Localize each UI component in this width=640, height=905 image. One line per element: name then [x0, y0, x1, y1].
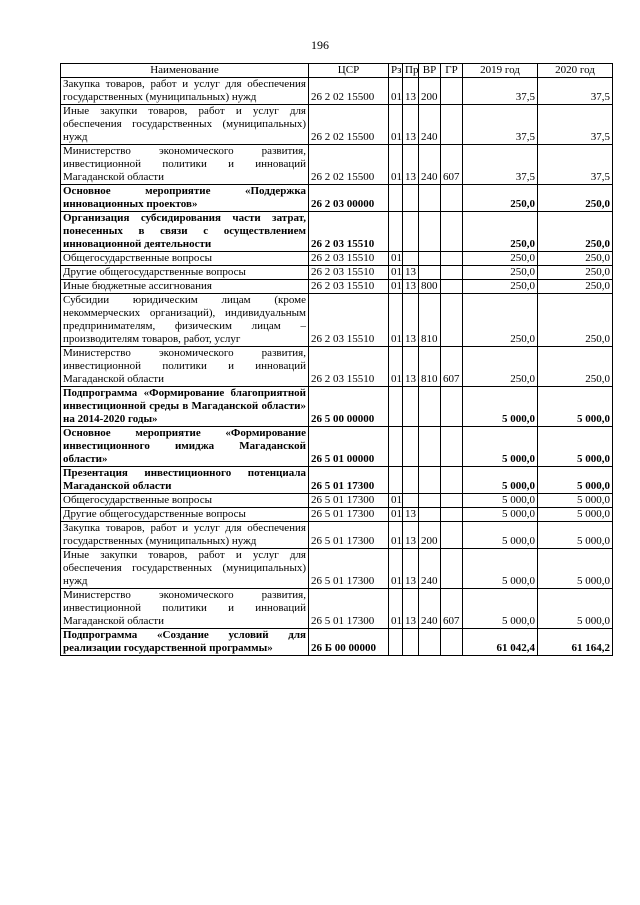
cell-y2020: 5 000,0	[538, 522, 613, 549]
cell-y2019: 250,0	[463, 266, 538, 280]
cell-csr: 26 2 03 00000	[309, 185, 389, 212]
cell-csr: 26 2 02 15500	[309, 145, 389, 185]
cell-name: Другие общегосударственные вопросы	[61, 508, 309, 522]
cell-gr: 607	[441, 347, 463, 387]
cell-gr	[441, 280, 463, 294]
table-row	[61, 145, 613, 185]
cell-y2020: 250,0	[538, 266, 613, 280]
header-name: Наименование	[61, 64, 309, 78]
cell-vr	[419, 494, 441, 508]
table-row	[61, 508, 613, 522]
header-csr: ЦСР	[309, 64, 389, 78]
cell-name: Общегосударственные вопросы	[61, 494, 309, 508]
cell-rz	[389, 467, 403, 494]
cell-pr	[403, 494, 419, 508]
cell-rz: 01	[389, 589, 403, 629]
cell-y2020: 61 164,2	[538, 629, 613, 656]
cell-rz: 01	[389, 508, 403, 522]
cell-name: Субсидии юридическим лицам (кроме некоммерческих организаций), индивидуальным предпринимателям, физическим лицам – производителям товаров, работ, услуг	[61, 294, 309, 347]
cell-rz: 01	[389, 266, 403, 280]
table-body	[61, 78, 613, 656]
cell-rz: 01	[389, 294, 403, 347]
cell-rz: 01	[389, 347, 403, 387]
cell-y2020: 37,5	[538, 105, 613, 145]
table-row	[61, 266, 613, 280]
cell-y2019: 250,0	[463, 212, 538, 252]
cell-rz	[389, 387, 403, 427]
cell-y2020: 250,0	[538, 212, 613, 252]
cell-y2019: 37,5	[463, 145, 538, 185]
cell-y2020: 37,5	[538, 145, 613, 185]
cell-y2019: 5 000,0	[463, 549, 538, 589]
cell-rz	[389, 185, 403, 212]
cell-gr	[441, 508, 463, 522]
cell-csr: 26 5 01 00000	[309, 427, 389, 467]
cell-csr: 26 5 00 00000	[309, 387, 389, 427]
header-vr: ВР	[419, 64, 441, 78]
cell-vr: 810	[419, 294, 441, 347]
page-number: 196	[311, 38, 329, 52]
cell-gr	[441, 252, 463, 266]
cell-y2019: 5 000,0	[463, 467, 538, 494]
table-row	[61, 185, 613, 212]
cell-csr: 26 5 01 17300	[309, 522, 389, 549]
table-row	[61, 252, 613, 266]
header-pr: Пр	[403, 64, 419, 78]
cell-gr	[441, 185, 463, 212]
cell-gr	[441, 427, 463, 467]
cell-y2019: 5 000,0	[463, 522, 538, 549]
header-gr: ГР	[441, 64, 463, 78]
cell-name: Организация субсидирования части затрат, понесенных в связи с осуществлением инновационной деятельности	[61, 212, 309, 252]
cell-vr	[419, 508, 441, 522]
table-row	[61, 212, 613, 252]
cell-rz: 01	[389, 522, 403, 549]
cell-name: Общегосударственные вопросы	[61, 252, 309, 266]
cell-gr	[441, 266, 463, 280]
table-row	[61, 427, 613, 467]
cell-vr: 800	[419, 280, 441, 294]
cell-csr: 26 5 01 17300	[309, 549, 389, 589]
cell-y2020: 37,5	[538, 78, 613, 105]
cell-y2019: 250,0	[463, 347, 538, 387]
cell-y2019: 37,5	[463, 78, 538, 105]
cell-y2020: 5 000,0	[538, 549, 613, 589]
cell-csr: 26 2 02 15500	[309, 105, 389, 145]
cell-gr	[441, 78, 463, 105]
table-header-row	[61, 64, 613, 78]
cell-vr	[419, 629, 441, 656]
cell-gr	[441, 212, 463, 252]
table-row	[61, 347, 613, 387]
cell-rz: 01	[389, 549, 403, 589]
cell-pr: 13	[403, 549, 419, 589]
cell-name: Закупка товаров, работ и услуг для обеспечения государственных (муниципальных) нужд	[61, 78, 309, 105]
table-row	[61, 78, 613, 105]
cell-vr	[419, 467, 441, 494]
cell-vr: 200	[419, 78, 441, 105]
cell-y2019: 61 042,4	[463, 629, 538, 656]
cell-vr: 240	[419, 145, 441, 185]
cell-rz	[389, 212, 403, 252]
cell-vr: 200	[419, 522, 441, 549]
cell-csr: 26 2 03 15510	[309, 347, 389, 387]
budget-table	[60, 63, 613, 656]
cell-pr: 13	[403, 294, 419, 347]
cell-vr: 810	[419, 347, 441, 387]
cell-gr	[441, 629, 463, 656]
cell-rz	[389, 427, 403, 467]
cell-pr	[403, 467, 419, 494]
cell-name: Подпрограмма «Формирование благоприятной инвестиционной среды в Магаданской области» на 2014-2020 годы»	[61, 387, 309, 427]
cell-csr: 26 2 03 15510	[309, 294, 389, 347]
cell-y2019: 5 000,0	[463, 589, 538, 629]
cell-rz: 01	[389, 252, 403, 266]
cell-vr: 240	[419, 105, 441, 145]
cell-gr	[441, 549, 463, 589]
cell-rz: 01	[389, 105, 403, 145]
cell-csr: 26 Б 00 00000	[309, 629, 389, 656]
cell-pr: 13	[403, 105, 419, 145]
cell-pr	[403, 387, 419, 427]
header-rz: Рз	[389, 64, 403, 78]
cell-y2019: 5 000,0	[463, 494, 538, 508]
cell-vr	[419, 427, 441, 467]
cell-vr	[419, 266, 441, 280]
cell-y2020: 5 000,0	[538, 494, 613, 508]
cell-rz: 01	[389, 494, 403, 508]
cell-gr	[441, 105, 463, 145]
cell-y2019: 37,5	[463, 105, 538, 145]
cell-y2020: 5 000,0	[538, 427, 613, 467]
cell-name: Основное мероприятие «Формирование инвестиционного имиджа Магаданской области»	[61, 427, 309, 467]
cell-name: Другие общегосударственные вопросы	[61, 266, 309, 280]
table-row	[61, 629, 613, 656]
cell-y2020: 250,0	[538, 185, 613, 212]
cell-pr: 13	[403, 589, 419, 629]
cell-csr: 26 5 01 17300	[309, 589, 389, 629]
cell-y2019: 5 000,0	[463, 387, 538, 427]
cell-pr	[403, 185, 419, 212]
table-row	[61, 387, 613, 427]
cell-rz: 01	[389, 78, 403, 105]
cell-pr: 13	[403, 280, 419, 294]
cell-name: Министерство экономического развития, инвестиционной политики и инноваций Магаданской области	[61, 589, 309, 629]
cell-vr	[419, 252, 441, 266]
cell-pr	[403, 629, 419, 656]
table-row	[61, 294, 613, 347]
cell-rz	[389, 629, 403, 656]
cell-name: Подпрограмма «Создание условий для реализации государственной программы»	[61, 629, 309, 656]
cell-rz: 01	[389, 145, 403, 185]
cell-pr	[403, 252, 419, 266]
cell-vr	[419, 387, 441, 427]
cell-pr	[403, 427, 419, 467]
cell-pr: 13	[403, 522, 419, 549]
cell-y2020: 250,0	[538, 280, 613, 294]
cell-csr: 26 2 03 15510	[309, 252, 389, 266]
cell-gr: 607	[441, 589, 463, 629]
table-row	[61, 522, 613, 549]
cell-y2020: 5 000,0	[538, 508, 613, 522]
cell-vr	[419, 212, 441, 252]
cell-y2020: 250,0	[538, 252, 613, 266]
cell-gr	[441, 522, 463, 549]
cell-vr: 240	[419, 589, 441, 629]
cell-y2019: 250,0	[463, 252, 538, 266]
cell-name: Основное мероприятие «Поддержка инновационных проектов»	[61, 185, 309, 212]
cell-y2019: 250,0	[463, 280, 538, 294]
cell-csr: 26 2 02 15500	[309, 78, 389, 105]
cell-pr: 13	[403, 508, 419, 522]
cell-y2020: 5 000,0	[538, 589, 613, 629]
header-2019: 2019 год	[463, 64, 538, 78]
table-row	[61, 589, 613, 629]
table-row	[61, 280, 613, 294]
table-row	[61, 467, 613, 494]
cell-csr: 26 2 03 15510	[309, 212, 389, 252]
cell-csr: 26 2 03 15510	[309, 266, 389, 280]
cell-y2019: 250,0	[463, 185, 538, 212]
cell-name: Иные бюджетные ассигнования	[61, 280, 309, 294]
cell-vr: 240	[419, 549, 441, 589]
cell-pr: 13	[403, 347, 419, 387]
cell-y2019: 5 000,0	[463, 427, 538, 467]
cell-name: Иные закупки товаров, работ и услуг для обеспечения государственных (муниципальных) нужд	[61, 105, 309, 145]
cell-pr: 13	[403, 145, 419, 185]
header-2020: 2020 год	[538, 64, 613, 78]
cell-pr	[403, 212, 419, 252]
cell-name: Закупка товаров, работ и услуг для обеспечения государственных (муниципальных) нужд	[61, 522, 309, 549]
cell-vr	[419, 185, 441, 212]
cell-pr: 13	[403, 266, 419, 280]
cell-y2019: 250,0	[463, 294, 538, 347]
cell-gr: 607	[441, 145, 463, 185]
cell-csr: 26 5 01 17300	[309, 467, 389, 494]
cell-y2020: 250,0	[538, 347, 613, 387]
cell-y2020: 250,0	[538, 294, 613, 347]
cell-name: Иные закупки товаров, работ и услуг для обеспечения государственных (муниципальных) нужд	[61, 549, 309, 589]
table-row	[61, 105, 613, 145]
cell-csr: 26 5 01 17300	[309, 508, 389, 522]
cell-name: Министерство экономического развития, инвестиционной политики и инноваций Магаданской области	[61, 347, 309, 387]
cell-pr: 13	[403, 78, 419, 105]
cell-y2020: 5 000,0	[538, 467, 613, 494]
table-row	[61, 549, 613, 589]
cell-gr	[441, 494, 463, 508]
cell-gr	[441, 294, 463, 347]
cell-name: Министерство экономического развития, инвестиционной политики и инноваций Магаданской области	[61, 145, 309, 185]
cell-name: Презентация инвестиционного потенциала Магаданской области	[61, 467, 309, 494]
cell-csr: 26 2 03 15510	[309, 280, 389, 294]
cell-gr	[441, 387, 463, 427]
cell-y2019: 5 000,0	[463, 508, 538, 522]
cell-rz: 01	[389, 280, 403, 294]
cell-y2020: 5 000,0	[538, 387, 613, 427]
table-row	[61, 494, 613, 508]
cell-gr	[441, 467, 463, 494]
cell-csr: 26 5 01 17300	[309, 494, 389, 508]
